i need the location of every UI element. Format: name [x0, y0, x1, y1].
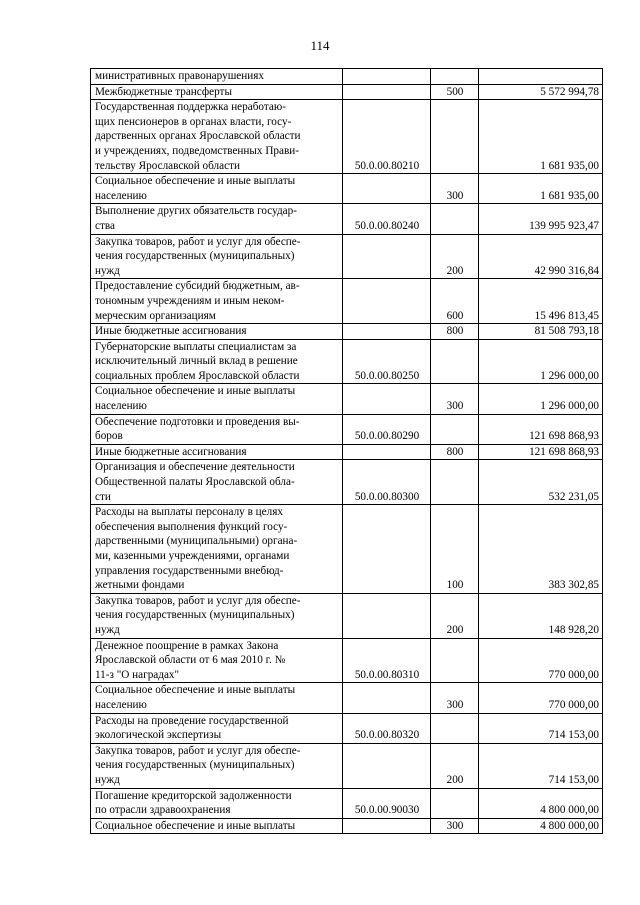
table-row	[91, 788, 603, 818]
expense-type-cell: 300	[431, 818, 479, 834]
expense-name-cell: Закупка товаров, работ и услуг для обеспе- чения государственных (муниципальных) нужд	[91, 593, 343, 638]
expense-name-cell: Иные бюджетные ассигнования	[91, 324, 343, 340]
expense-name-cell: Закупка товаров, работ и услуг для обеспе- чения государственных (муниципальных) нужд	[91, 234, 343, 279]
expense-name-cell: Расходы на проведение государственной экологической экспертизы	[91, 713, 343, 743]
target-article-code-cell: 50.0.00.80320	[343, 713, 431, 743]
expense-name-cell: Предоставление субсидий бюджетным, ав- тономным учреждениям и иным неком- мерческим организациям	[91, 279, 343, 324]
expense-type-cell: 200	[431, 234, 479, 279]
expense-name-cell: Выполнение других обязательств государ- ства	[91, 204, 343, 234]
target-article-code-cell	[343, 174, 431, 204]
table-row	[91, 84, 603, 100]
table-row	[91, 279, 603, 324]
amount-cell: 4 800 000,00	[479, 788, 603, 818]
expense-type-cell	[431, 713, 479, 743]
table-body	[91, 69, 603, 834]
expense-type-cell	[431, 69, 479, 85]
expense-type-cell: 500	[431, 84, 479, 100]
expense-type-cell	[431, 339, 479, 384]
target-article-code-cell: 50.0.00.80300	[343, 460, 431, 505]
target-article-code-cell	[343, 593, 431, 638]
expense-type-cell: 800	[431, 324, 479, 340]
expense-type-cell	[431, 414, 479, 444]
table-row	[91, 444, 603, 460]
amount-cell: 15 496 813,45	[479, 279, 603, 324]
target-article-code-cell	[343, 444, 431, 460]
amount-cell: 1 296 000,00	[479, 339, 603, 384]
table-row	[91, 743, 603, 788]
table-row	[91, 384, 603, 414]
expense-name-cell: Губернаторские выплаты специалистам за исключительный личный вклад в решение социальных проблем Ярославской области	[91, 339, 343, 384]
expense-name-cell: Денежное поощрение в рамках Закона Ярославской области от 6 мая 2010 г. № 11-з "О наградах"	[91, 638, 343, 683]
budget-table	[90, 68, 603, 834]
amount-cell: 5 572 994,78	[479, 84, 603, 100]
expense-type-cell: 200	[431, 593, 479, 638]
table-row	[91, 414, 603, 444]
expense-name-cell: Социальное обеспечение и иные выплаты населению	[91, 174, 343, 204]
table-row	[91, 818, 603, 834]
page-number: 114	[310, 38, 330, 53]
target-article-code-cell	[343, 743, 431, 788]
expense-type-cell: 300	[431, 384, 479, 414]
amount-cell: 714 153,00	[479, 713, 603, 743]
table-row	[91, 100, 603, 174]
expense-name-cell: Организация и обеспечение деятельности Общественной палаты Ярославской обла- сти	[91, 460, 343, 505]
table-row	[91, 69, 603, 85]
table-row	[91, 204, 603, 234]
amount-cell: 148 928,20	[479, 593, 603, 638]
table-row	[91, 683, 603, 713]
table-row	[91, 174, 603, 204]
target-article-code-cell: 50.0.00.80290	[343, 414, 431, 444]
table-row	[91, 505, 603, 594]
amount-cell: 383 302,85	[479, 505, 603, 594]
expense-name-cell: Обеспечение подготовки и проведения вы- боров	[91, 414, 343, 444]
expense-type-cell: 300	[431, 174, 479, 204]
target-article-code-cell: 50.0.00.90030	[343, 788, 431, 818]
expense-name-cell: Закупка товаров, работ и услуг для обеспе- чения государственных (муниципальных) нужд	[91, 743, 343, 788]
amount-cell: 714 153,00	[479, 743, 603, 788]
expense-type-cell	[431, 204, 479, 234]
target-article-code-cell: 50.0.00.80210	[343, 100, 431, 174]
amount-cell: 532 231,05	[479, 460, 603, 505]
table-row	[91, 460, 603, 505]
table-row	[91, 638, 603, 683]
expense-name-cell: Государственная поддержка неработаю- щих пенсионеров в органах власти, госу- дарственных органах Ярославской области и учреждениях, подведомственных Прави- тельству Ярославской области	[91, 100, 343, 174]
table-row	[91, 339, 603, 384]
target-article-code-cell	[343, 69, 431, 85]
amount-cell	[479, 69, 603, 85]
expense-type-cell	[431, 100, 479, 174]
target-article-code-cell	[343, 234, 431, 279]
target-article-code-cell: 50.0.00.80250	[343, 339, 431, 384]
target-article-code-cell	[343, 324, 431, 340]
expense-type-cell: 300	[431, 683, 479, 713]
amount-cell: 1 296 000,00	[479, 384, 603, 414]
amount-cell: 1 681 935,00	[479, 100, 603, 174]
target-article-code-cell	[343, 818, 431, 834]
table-row	[91, 324, 603, 340]
amount-cell: 121 698 868,93	[479, 444, 603, 460]
amount-cell: 4 800 000,00	[479, 818, 603, 834]
expense-name-cell: Межбюджетные трансферты	[91, 84, 343, 100]
expense-type-cell: 200	[431, 743, 479, 788]
target-article-code-cell	[343, 683, 431, 713]
expense-type-cell: 100	[431, 505, 479, 594]
expense-name-cell: Расходы на выплаты персоналу в целях обеспечения выполнения функций госу- дарственными (муниципальными) органа- ми, казенными учреждениями, органами управления государственными внебюд- жетными фондами	[91, 505, 343, 594]
amount-cell: 81 508 793,18	[479, 324, 603, 340]
expense-name-cell: Иные бюджетные ассигнования	[91, 444, 343, 460]
target-article-code-cell	[343, 279, 431, 324]
expense-type-cell	[431, 788, 479, 818]
target-article-code-cell	[343, 384, 431, 414]
expense-name-cell: Социальное обеспечение и иные выплаты населению	[91, 384, 343, 414]
expense-type-cell	[431, 638, 479, 683]
target-article-code-cell: 50.0.00.80240	[343, 204, 431, 234]
expense-name-cell: Социальное обеспечение и иные выплаты	[91, 818, 343, 834]
expense-type-cell	[431, 460, 479, 505]
expense-type-cell: 800	[431, 444, 479, 460]
table-row	[91, 593, 603, 638]
amount-cell: 121 698 868,93	[479, 414, 603, 444]
amount-cell: 770 000,00	[479, 638, 603, 683]
amount-cell: 770 000,00	[479, 683, 603, 713]
amount-cell: 42 990 316,84	[479, 234, 603, 279]
expense-name-cell: Погашение кредиторской задолженности по отрасли здравоохранения	[91, 788, 343, 818]
target-article-code-cell	[343, 505, 431, 594]
amount-cell: 139 995 923,47	[479, 204, 603, 234]
expense-name-cell: Социальное обеспечение и иные выплаты населению	[91, 683, 343, 713]
expense-type-cell: 600	[431, 279, 479, 324]
target-article-code-cell: 50.0.00.80310	[343, 638, 431, 683]
table-row	[91, 713, 603, 743]
expense-name-cell: министративных правонарушениях	[91, 69, 343, 85]
table-row	[91, 234, 603, 279]
target-article-code-cell	[343, 84, 431, 100]
amount-cell: 1 681 935,00	[479, 174, 603, 204]
